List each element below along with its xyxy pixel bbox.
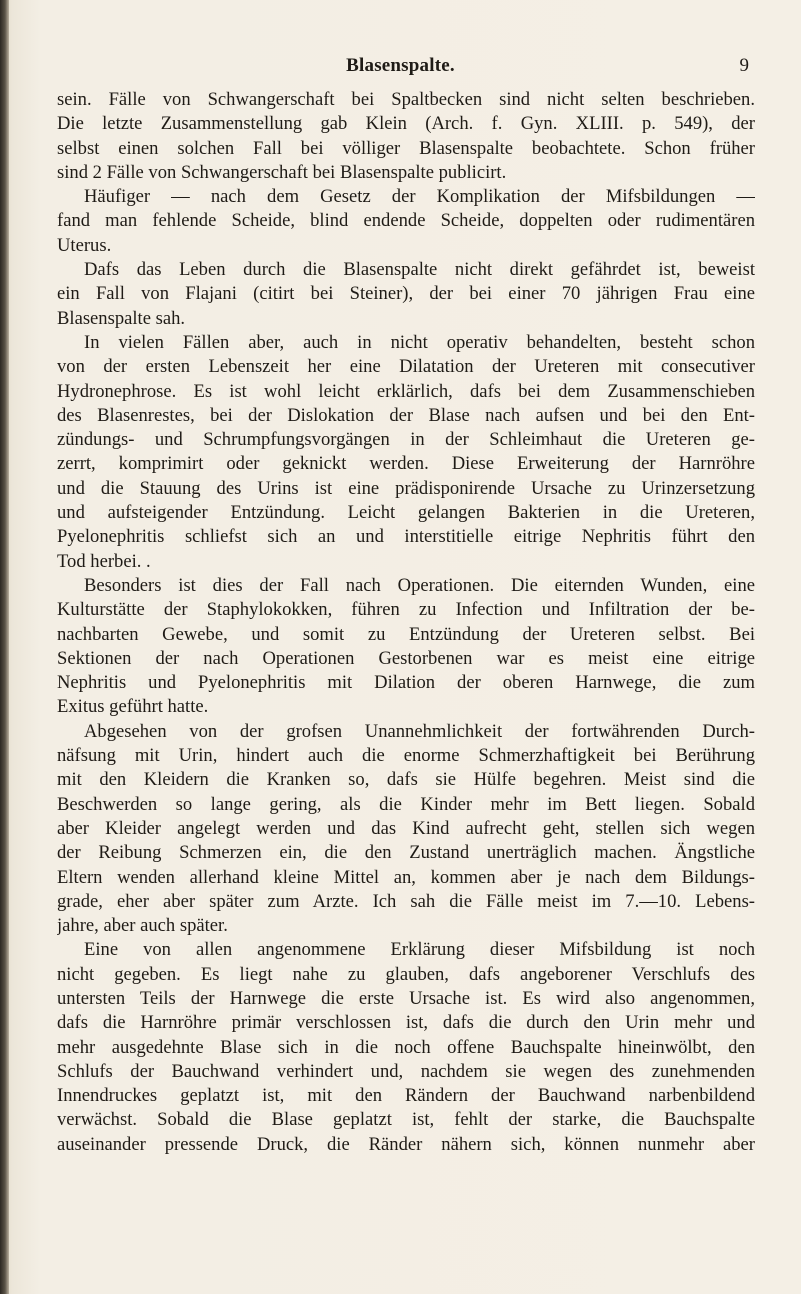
text-line: aber Kleider angelegt werden und das Kind aufrecht geht, stellen sich wegen <box>57 817 755 839</box>
text-line: und die Stauung des Urins ist eine prädisponirende Ursache zu Urinzersetzung <box>57 477 755 499</box>
text-line: Uterus. <box>57 234 112 256</box>
text-line: ein Fall von Flajani (citirt bei Steiner), der bei einer 70 jährigen Frau eine <box>57 283 755 305</box>
text-line: verwächst. Sobald die Blase geplatzt ist, fehlt der starke, die Bauchspalte <box>57 1109 755 1131</box>
text-line: Sektionen der nach Operationen Gestorbenen war es meist eine eitrige <box>57 647 755 669</box>
text-line: jahre, aber auch später. <box>57 915 228 937</box>
text-line: zündungs- und Schrumpfungsvorgängen in der Schleimhaut die Ureteren ge- <box>57 429 755 451</box>
text-line: näfsung mit Urin, hindert auch die enorme Schmerzhaftigkeit bei Berührung <box>57 745 755 767</box>
text-line: nachbarten Gewebe, und somit zu Entzündung der Ureteren selbst. Bei <box>57 623 755 645</box>
text-line: Pyelonephritis schliefst sich an und interstitielle eitrige Nephritis führt den <box>57 526 755 548</box>
text-line: auseinander pressende Druck, die Ränder nähern sich, können nunmehr aber <box>57 1133 755 1155</box>
text-line: Blasenspalte sah. <box>57 307 186 329</box>
text-line: sind 2 Fälle von Schwangerschaft bei Blasenspalte publicirt. <box>57 161 507 183</box>
text-line: Eine von allen angenommene Erklärung dieser Mifsbildung ist noch <box>84 939 755 961</box>
text-line: Exitus geführt hatte. <box>57 696 209 718</box>
text-line: fand man fehlende Scheide, blind endende Scheide, doppelten oder rudimentären <box>57 210 755 232</box>
text-line: zerrt, komprimirt oder geknickt werden. Diese Erweiterung der Harnröhre <box>57 453 755 475</box>
page-number: 9 <box>739 55 749 76</box>
text-line: Häufiger — nach dem Gesetz der Komplikation der Mifsbildungen — <box>84 186 755 208</box>
text-line: nicht gegeben. Es liegt nahe zu glauben, dafs angeborener Verschlufs des <box>57 963 755 985</box>
text-line: In vielen Fällen aber, auch in nicht operativ behandelten, besteht schon <box>84 331 755 353</box>
body-text <box>57 88 755 1157</box>
text-line: mit den Kleidern die Kranken so, dafs sie Hülfe begehren. Meist sind die <box>57 769 755 791</box>
text-line: sein. Fälle von Schwangerschaft bei Spaltbecken sind nicht selten beschrieben. <box>57 89 755 110</box>
text-line: des Blasenrestes, bei der Dislokation der Blase nach aufsen und bei den Ent- <box>57 404 755 426</box>
text-line: Die letzte Zusammenstellung gab Klein (Arch. f. Gyn. XLIII. p. 549), der <box>57 113 755 135</box>
text-line: Tod herbei. . <box>57 550 151 572</box>
text-line: Eltern wenden allerhand kleine Mittel an, kommen aber je nach dem Bildungs- <box>57 866 755 888</box>
text-line: Nephritis und Pyelonephritis mit Dilation der oberen Harnwege, die zum <box>57 672 755 694</box>
text-line: mehr ausgedehnte Blase sich in die noch offene Bauchspalte hineinwölbt, den <box>57 1036 755 1058</box>
text-line: untersten Teils der Harnwege die erste Ursache ist. Es wird also angenommen, <box>57 987 755 1009</box>
running-head-title: Blasenspalte. <box>346 55 455 76</box>
text-line: selbst einen solchen Fall bei völliger Blasenspalte beobachtete. Schon früher <box>57 137 755 159</box>
page-binding-edge <box>0 0 9 1294</box>
text-line: der Reibung Schmerzen ein, die den Zustand unerträglich machen. Ängstliche <box>57 842 755 864</box>
text-line: grade, eher aber später zum Arzte. Ich sah die Fälle meist im 7.—10. Lebens- <box>57 890 755 912</box>
text-line: von der ersten Lebenszeit her eine Dilatation der Ureteren mit consecutiver <box>57 356 755 378</box>
text-line: Beschwerden so lange gering, als die Kinder mehr im Bett liegen. Sobald <box>57 793 755 815</box>
text-line: Hydronephrose. Es ist wohl leicht erklärlich, dafs bei dem Zusammenschieben <box>57 380 755 402</box>
text-line: dafs die Harnröhre primär verschlossen ist, dafs die durch den Urin mehr und <box>57 1012 755 1034</box>
text-line: und aufsteigender Entzündung. Leicht gelangen Bakterien in die Ureteren, <box>57 502 755 524</box>
text-line: Innendruckes geplatzt ist, mit den Rändern der Bauchwand narbenbildend <box>57 1085 755 1107</box>
text-line: Abgesehen von der grofsen Unannehmlichkeit der fortwährenden Durch- <box>84 720 755 742</box>
running-head <box>0 55 801 79</box>
text-line: Besonders ist dies der Fall nach Operationen. Die eiternden Wunden, eine <box>84 574 755 596</box>
text-line: Schlufs der Bauchwand verhindert und, nachdem sie wegen des zunehmenden <box>57 1060 755 1082</box>
text-line: Dafs das Leben durch die Blasenspalte nicht direkt gefährdet ist, beweist <box>84 259 755 281</box>
text-line: Kulturstätte der Staphylokokken, führen zu Infection und Infiltration der be- <box>57 599 755 621</box>
